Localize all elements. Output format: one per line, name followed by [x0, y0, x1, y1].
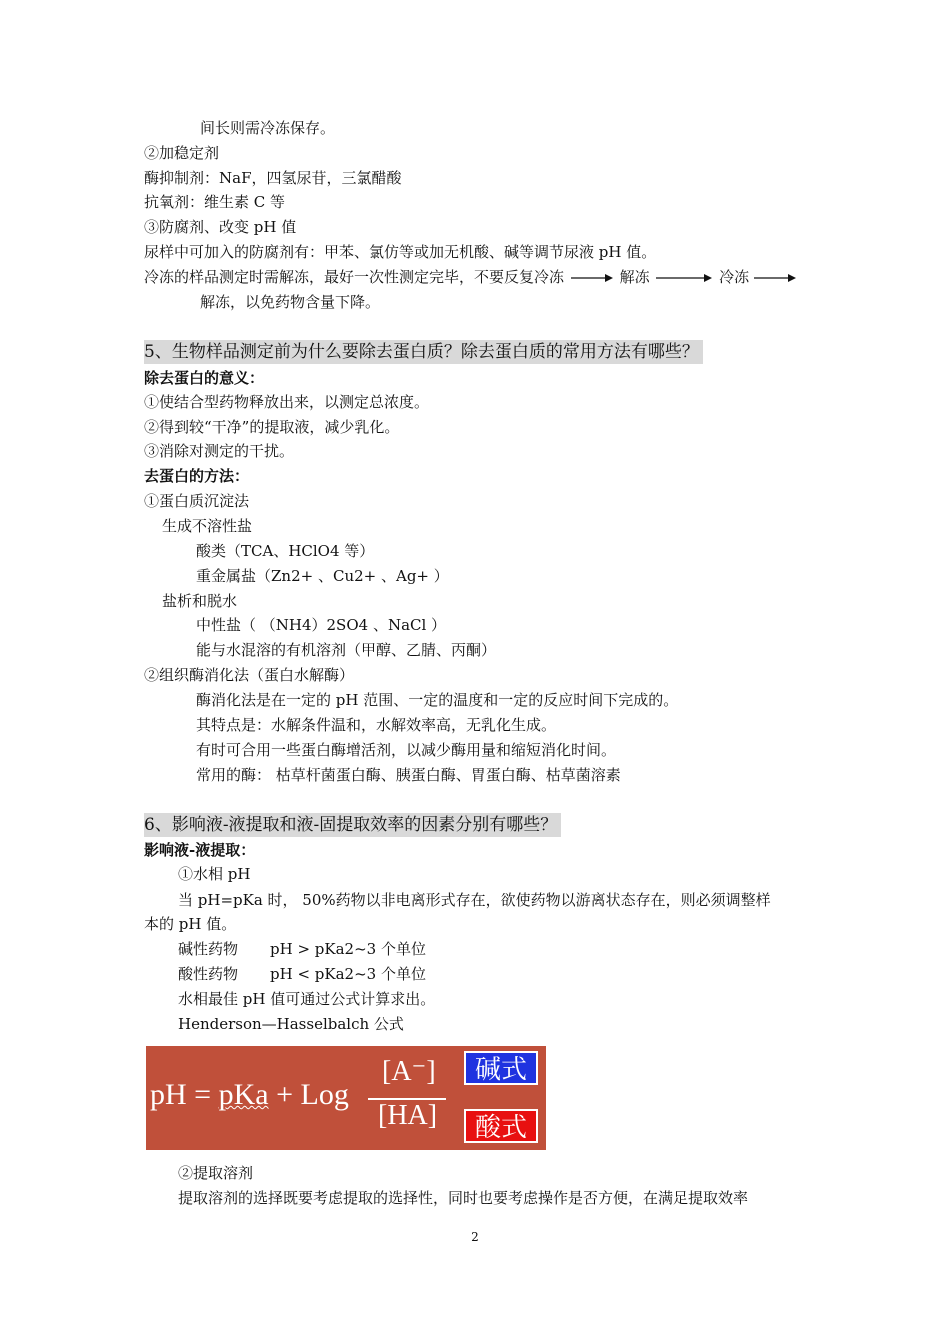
text-line: ③防腐剂、改变 pH 值	[144, 218, 297, 236]
subsection-title: 除去蛋白的意义：	[144, 369, 265, 387]
text-line: pH > pKa2~3 个单位	[270, 940, 426, 958]
text-line: ②得到较“干净”的提取液，减少乳化。	[144, 418, 400, 436]
text-line: 盐析和脱水	[162, 592, 238, 610]
text-line: ①蛋白质沉淀法	[144, 492, 250, 510]
text-line: 酸性药物	[178, 965, 239, 983]
section-heading: 6、影响液-液提取和液-固提取效率的因素分别有哪些？	[144, 813, 561, 837]
henderson-hasselbalch-formula	[146, 1046, 546, 1150]
section-heading: 5、生物样品测定前为什么要除去蛋白质？除去蛋白质的常用方法有哪些？	[144, 340, 703, 364]
acid-form-label: 酸式	[464, 1109, 538, 1143]
formula-lhs: pH =	[150, 1078, 219, 1111]
text-line: 其特点是：水解条件温和，水解效率高，无乳化生成。	[196, 716, 557, 734]
text-line: ②提取溶剂	[178, 1164, 254, 1182]
formula-rest: + Log	[268, 1078, 349, 1111]
text-line: 重金属盐（Zn2+ 、Cu2+ 、Ag+ ）	[196, 567, 449, 585]
freeze-thaw-line	[144, 267, 798, 287]
text-segment: 冷冻	[719, 268, 750, 286]
formula-pka: pKa	[218, 1078, 269, 1111]
text-line: 提取溶剂的选择既要考虑提取的选择性，同时也要考虑操作是否方便，在满足提取效率	[178, 1189, 749, 1207]
formula-numerator: [A⁻]	[382, 1056, 436, 1087]
text-line: Henderson—Hasselbalch 公式	[178, 1015, 404, 1033]
page-number: 2	[471, 1230, 479, 1244]
text-line: 常用的酶： 枯草杆菌蛋白酶、胰蛋白酶、胃蛋白酶、枯草菌溶素	[196, 766, 621, 784]
text-segment: 冷冻的样品测定时需解冻，最好一次性测定完毕，不要反复冷冻	[144, 268, 565, 286]
text-line: 生成不溶性盐	[162, 517, 253, 535]
text-line: 有时可合用一些蛋白酶增活剂，以减少酶用量和缩短消化时间。	[196, 741, 617, 759]
text-segment: 解冻	[619, 268, 650, 286]
text-line: 酸类（TCA、HClO4 等）	[196, 542, 375, 560]
text-line: 酶抑制剂：NaF，四氢尿苷，三氯醋酸	[144, 169, 402, 187]
text-line: 当 pH=pKa 时， 50%药物以非电离形式存在，欲使药物以游离状态存在，则必须调整样	[178, 891, 771, 909]
text-line: 碱性药物	[178, 940, 239, 958]
text-line: 本的 pH 值。	[144, 915, 237, 933]
text-line: 解冻，以免药物含量下降。	[200, 293, 381, 311]
arrow-right-icon	[754, 272, 798, 284]
text-line: ②组织酶消化法（蛋白水解酶）	[144, 666, 355, 684]
text-line: 尿样中可加入的防腐剂有：甲苯、氯仿等或加无机酸、碱等调节尿液 pH 值。	[144, 243, 657, 261]
text-line: 能与水混溶的有机溶剂（甲醇、乙腈、丙酮）	[196, 641, 497, 659]
text-line: ①水相 pH	[178, 865, 251, 883]
arrow-right-icon	[654, 272, 714, 284]
formula-main	[150, 1078, 349, 1112]
subsection-title: 影响液-液提取：	[144, 841, 256, 859]
text-line: 酶消化法是在一定的 pH 范围、一定的温度和一定的反应时间下完成的。	[196, 691, 679, 709]
text-line: ③消除对测定的干扰。	[144, 442, 295, 460]
text-line: 中性盐（ （NH4）2SO4 、NaCl ）	[196, 616, 447, 634]
formula-denominator: [HA]	[378, 1100, 438, 1131]
text-line: 间长则需冷冻保存。	[200, 119, 336, 137]
text-line: ①使结合型药物释放出来，以测定总浓度。	[144, 393, 430, 411]
text-line: ②加稳定剂	[144, 144, 220, 162]
text-line: 抗氧剂：维生素 C 等	[144, 193, 286, 211]
text-line: 水相最佳 pH 值可通过公式计算求出。	[178, 990, 436, 1008]
arrow-right-icon	[569, 272, 615, 284]
subsection-title: 去蛋白的方法：	[144, 467, 250, 485]
base-form-label: 碱式	[464, 1051, 538, 1085]
text-line: pH < pKa2~3 个单位	[270, 965, 426, 983]
